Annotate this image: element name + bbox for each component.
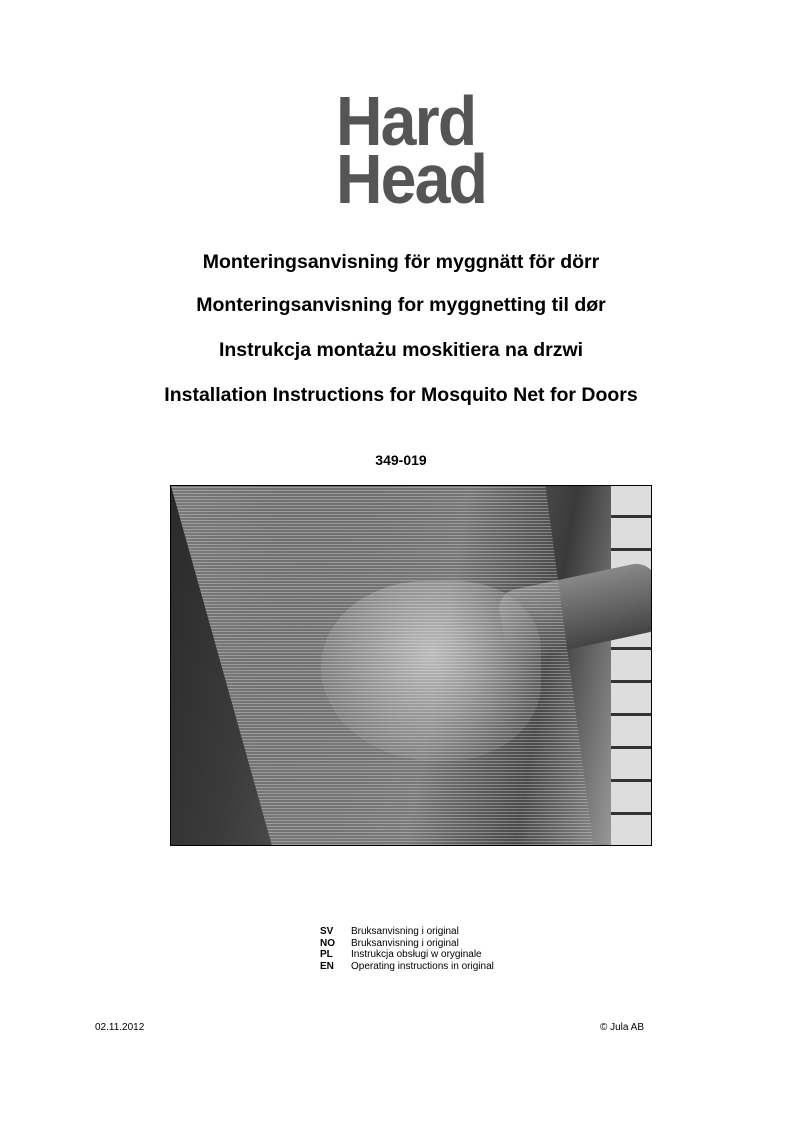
- title-pl: Instrukcja montażu moskitiera na drzwi: [218, 339, 584, 361]
- product-code: 349-019: [375, 452, 427, 468]
- title-no: Monteringsanvisning for myggnetting til dør: [196, 294, 606, 316]
- language-text: Bruksanvisning i original: [351, 926, 459, 937]
- language-row: [320, 961, 494, 973]
- logo-line-2: Head: [336, 140, 487, 218]
- language-row: [320, 949, 494, 961]
- language-code: SV: [320, 926, 334, 937]
- photo-mosquito-net: [171, 486, 651, 845]
- language-code: PL: [320, 949, 333, 960]
- language-row: [320, 938, 494, 950]
- language-code: NO: [320, 937, 335, 949]
- language-text: Operating instructions in original: [351, 960, 494, 972]
- hardhead-logo: [336, 82, 496, 218]
- language-text: Instrukcja obsługi w oryginale: [351, 949, 482, 960]
- language-text: Bruksanvisning i original: [351, 937, 459, 949]
- language-code: EN: [320, 960, 334, 972]
- language-list: [320, 926, 494, 972]
- photo-brick-wall: [611, 486, 651, 845]
- language-row: [320, 926, 494, 938]
- product-photo: [170, 485, 652, 846]
- logo-line-1: Hard: [336, 82, 476, 160]
- footer-date: 02.11.2012: [95, 1022, 145, 1033]
- title-en: Installation Instructions for Mosquito Net for Doors: [164, 384, 638, 406]
- footer-copyright: © Jula AB: [599, 1022, 644, 1033]
- title-sv: Monteringsanvisning för myggnätt för dörr: [202, 251, 600, 273]
